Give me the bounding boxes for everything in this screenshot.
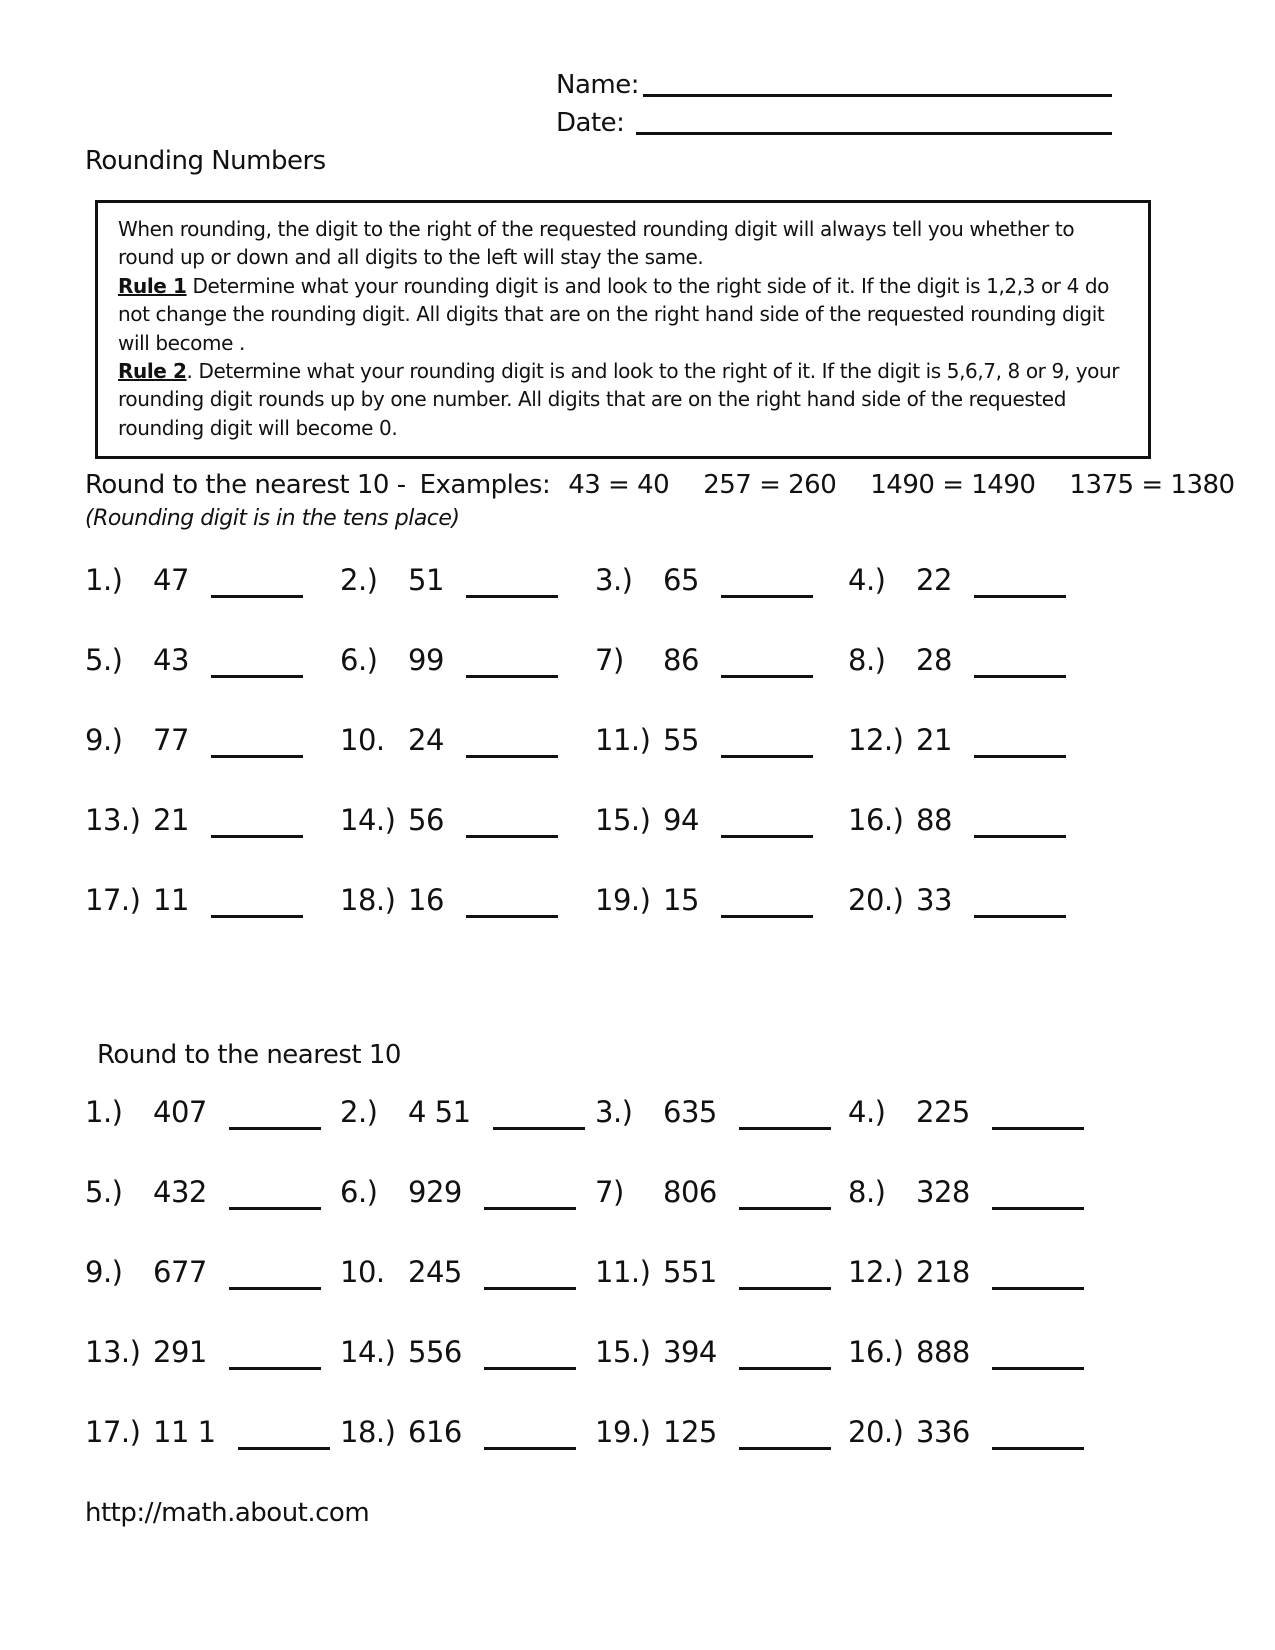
problem-item	[595, 720, 848, 800]
problem-label: 5.)	[85, 643, 123, 677]
problem-item	[85, 1332, 340, 1412]
problem-item	[848, 560, 1108, 640]
problem-number: 225	[916, 1095, 970, 1129]
problem-label: 19.)	[595, 883, 651, 917]
problem-label: 2.)	[340, 1095, 378, 1129]
problem-number: 394	[663, 1335, 717, 1369]
problem-label: 3.)	[595, 1095, 633, 1129]
problem-number: 15	[663, 883, 699, 917]
problem-label: 9.)	[85, 1255, 123, 1289]
example-item: 43 = 40	[568, 470, 670, 500]
problem-label: 15.)	[595, 1335, 651, 1369]
answer-blank	[229, 1100, 321, 1130]
problem-item	[595, 800, 848, 880]
rule-2-label: Rule 2	[118, 358, 187, 383]
problem-label: 18.)	[340, 1415, 396, 1449]
section2-heading: Round to the nearest 10	[97, 1040, 401, 1070]
problem-number: 11 1	[153, 1415, 216, 1449]
answer-blank	[974, 728, 1066, 758]
problem-label: 2.)	[340, 563, 378, 597]
problem-label: 14.)	[340, 1335, 396, 1369]
problem-number: 21	[153, 803, 189, 837]
answer-blank	[739, 1260, 831, 1290]
problem-item	[848, 720, 1108, 800]
problem-label: 5.)	[85, 1175, 123, 1209]
problem-number: 51	[408, 563, 444, 597]
problem-number: 218	[916, 1255, 970, 1289]
name-blank-line	[643, 94, 1112, 97]
problem-number: 888	[916, 1335, 970, 1369]
answer-blank	[721, 888, 813, 918]
problem-item	[85, 1252, 340, 1332]
problem-number: 56	[408, 803, 444, 837]
problem-label: 3.)	[595, 563, 633, 597]
answer-blank	[739, 1100, 831, 1130]
example-item: 1490 = 1490	[870, 470, 1036, 500]
rule-2-text: . Determine what your rounding digit is and look to the right of it. If the digit is 5,6,7, 8 or 9, your rounding digit rounds up by one number. All digits that are on the right hand side of the requested rounding digit will become 0.	[118, 358, 1120, 440]
problem-item	[848, 1092, 1108, 1172]
problem-number: 125	[663, 1415, 717, 1449]
problem-item	[340, 1252, 595, 1332]
answer-blank	[466, 888, 558, 918]
date-blank-line	[636, 132, 1112, 135]
problem-label: 4.)	[848, 1095, 886, 1129]
problem-item	[848, 1252, 1108, 1332]
problem-item	[85, 1092, 340, 1172]
problem-number: 551	[663, 1255, 717, 1289]
problem-number: 55	[663, 723, 699, 757]
problem-item	[85, 560, 340, 640]
problem-label: 10.	[340, 723, 385, 757]
answer-blank	[484, 1420, 576, 1450]
problem-label: 15.)	[595, 803, 651, 837]
problem-label: 9.)	[85, 723, 123, 757]
section1-subheading: (Rounding digit is in the tens place)	[85, 506, 460, 531]
examples-label: Examples:	[419, 470, 551, 500]
problem-number: 291	[153, 1335, 207, 1369]
problem-number: 407	[153, 1095, 207, 1129]
rule-1	[118, 272, 1128, 357]
problem-item	[848, 640, 1108, 720]
footer-url: http://math.about.com	[85, 1498, 370, 1528]
problem-item	[340, 1092, 595, 1172]
answer-blank	[466, 568, 558, 598]
date-label: Date:	[556, 108, 633, 138]
problem-number: 33	[916, 883, 952, 917]
name-row	[556, 62, 1112, 100]
answer-blank	[721, 808, 813, 838]
problem-number: 22	[916, 563, 952, 597]
date-row	[556, 100, 1112, 138]
answer-blank	[974, 888, 1066, 918]
example-item: 1375 = 1380	[1069, 470, 1235, 500]
answer-blank	[484, 1260, 576, 1290]
rules-box	[95, 200, 1151, 459]
problem-number: 806	[663, 1175, 717, 1209]
problem-item	[340, 1332, 595, 1412]
problem-label: 17.)	[85, 1415, 141, 1449]
problem-item	[848, 800, 1108, 880]
problem-number: 47	[153, 563, 189, 597]
problem-label: 7)	[595, 1175, 624, 1209]
answer-blank	[211, 568, 303, 598]
problem-number: 24	[408, 723, 444, 757]
problem-item	[848, 1172, 1108, 1252]
answer-blank	[974, 568, 1066, 598]
problem-item	[848, 1332, 1108, 1412]
problem-item	[85, 880, 340, 960]
problem-number: 94	[663, 803, 699, 837]
answer-blank	[484, 1340, 576, 1370]
problem-label: 12.)	[848, 1255, 904, 1289]
answer-blank	[466, 808, 558, 838]
problem-item	[848, 880, 1108, 960]
examples-list	[550, 470, 1234, 500]
problem-item	[340, 720, 595, 800]
problem-label: 1.)	[85, 1095, 123, 1129]
problem-item	[848, 1412, 1108, 1492]
problem-item	[595, 560, 848, 640]
problem-label: 13.)	[85, 803, 141, 837]
problem-item	[595, 1252, 848, 1332]
problem-label: 7)	[595, 643, 624, 677]
answer-blank	[229, 1180, 321, 1210]
rules-intro: When rounding, the digit to the right of the requested rounding digit will always tell you whether to round up or down and all digits to the left will stay the same.	[118, 217, 1075, 270]
answer-blank	[992, 1100, 1084, 1130]
problem-grid-1	[85, 560, 1108, 960]
problem-item	[340, 1412, 595, 1492]
problem-label: 4.)	[848, 563, 886, 597]
answer-blank	[974, 648, 1066, 678]
answer-blank	[721, 728, 813, 758]
problem-item	[340, 560, 595, 640]
problem-grid-2	[85, 1092, 1108, 1492]
answer-blank	[484, 1180, 576, 1210]
problem-number: 245	[408, 1255, 462, 1289]
problem-item	[595, 640, 848, 720]
problem-number: 43	[153, 643, 189, 677]
problem-item	[85, 800, 340, 880]
answer-blank	[739, 1420, 831, 1450]
problem-item	[595, 1172, 848, 1252]
problem-label: 20.)	[848, 883, 904, 917]
problem-item	[85, 640, 340, 720]
problem-number: 11	[153, 883, 189, 917]
problem-item	[595, 1092, 848, 1172]
problem-label: 16.)	[848, 1335, 904, 1369]
problem-item	[595, 880, 848, 960]
answer-blank	[739, 1340, 831, 1370]
problem-label: 11.)	[595, 1255, 651, 1289]
problem-label: 1.)	[85, 563, 123, 597]
problem-item	[340, 1172, 595, 1252]
problem-item	[595, 1332, 848, 1412]
problem-label: 16.)	[848, 803, 904, 837]
problem-label: 6.)	[340, 643, 378, 677]
problem-item	[595, 1412, 848, 1492]
problem-label: 11.)	[595, 723, 651, 757]
answer-blank	[739, 1180, 831, 1210]
problem-item	[340, 880, 595, 960]
problem-number: 86	[663, 643, 699, 677]
problem-label: 20.)	[848, 1415, 904, 1449]
problem-label: 8.)	[848, 1175, 886, 1209]
problem-item	[85, 1172, 340, 1252]
answer-blank	[992, 1180, 1084, 1210]
problem-number: 336	[916, 1415, 970, 1449]
answer-blank	[493, 1100, 585, 1130]
answer-blank	[466, 648, 558, 678]
problem-number: 556	[408, 1335, 462, 1369]
problem-number: 929	[408, 1175, 462, 1209]
problem-label: 19.)	[595, 1415, 651, 1449]
problem-label: 10.	[340, 1255, 385, 1289]
answer-blank	[211, 728, 303, 758]
problem-label: 14.)	[340, 803, 396, 837]
problem-label: 17.)	[85, 883, 141, 917]
problem-number: 328	[916, 1175, 970, 1209]
problem-label: 18.)	[340, 883, 396, 917]
answer-blank	[974, 808, 1066, 838]
header-fields	[556, 62, 1112, 138]
answer-blank	[721, 568, 813, 598]
answer-blank	[211, 808, 303, 838]
rule-1-label: Rule 1	[118, 273, 187, 298]
problem-number: 16	[408, 883, 444, 917]
answer-blank	[721, 648, 813, 678]
answer-blank	[238, 1420, 330, 1450]
section1-heading: Round to the nearest 10 -	[85, 470, 406, 500]
answer-blank	[992, 1340, 1084, 1370]
problem-item	[340, 800, 595, 880]
problem-number: 28	[916, 643, 952, 677]
problem-label: 6.)	[340, 1175, 378, 1209]
problem-label: 8.)	[848, 643, 886, 677]
problem-number: 99	[408, 643, 444, 677]
problem-number: 635	[663, 1095, 717, 1129]
problem-number: 677	[153, 1255, 207, 1289]
problem-label: 12.)	[848, 723, 904, 757]
answer-blank	[229, 1260, 321, 1290]
problem-number: 616	[408, 1415, 462, 1449]
answer-blank	[466, 728, 558, 758]
problem-label: 13.)	[85, 1335, 141, 1369]
problem-number: 21	[916, 723, 952, 757]
answer-blank	[211, 648, 303, 678]
section1-heading-row	[85, 470, 1235, 500]
page-title: Rounding Numbers	[85, 146, 326, 176]
answer-blank	[992, 1420, 1084, 1450]
problem-item	[340, 640, 595, 720]
problem-item	[85, 720, 340, 800]
name-label: Name:	[556, 70, 639, 100]
answer-blank	[211, 888, 303, 918]
rule-2	[118, 357, 1128, 442]
rule-1-text: Determine what your rounding digit is and look to the right side of it. If the digit is 1,2,3 or 4 do not change the rounding digit. All digits that are on the right hand side of the requested rounding digit will become .	[118, 273, 1109, 355]
answer-blank	[992, 1260, 1084, 1290]
problem-number: 77	[153, 723, 189, 757]
problem-number: 4 51	[408, 1095, 471, 1129]
problem-item	[85, 1412, 340, 1492]
problem-number: 432	[153, 1175, 207, 1209]
problem-number: 65	[663, 563, 699, 597]
answer-blank	[229, 1340, 321, 1370]
example-item: 257 = 260	[703, 470, 837, 500]
problem-number: 88	[916, 803, 952, 837]
